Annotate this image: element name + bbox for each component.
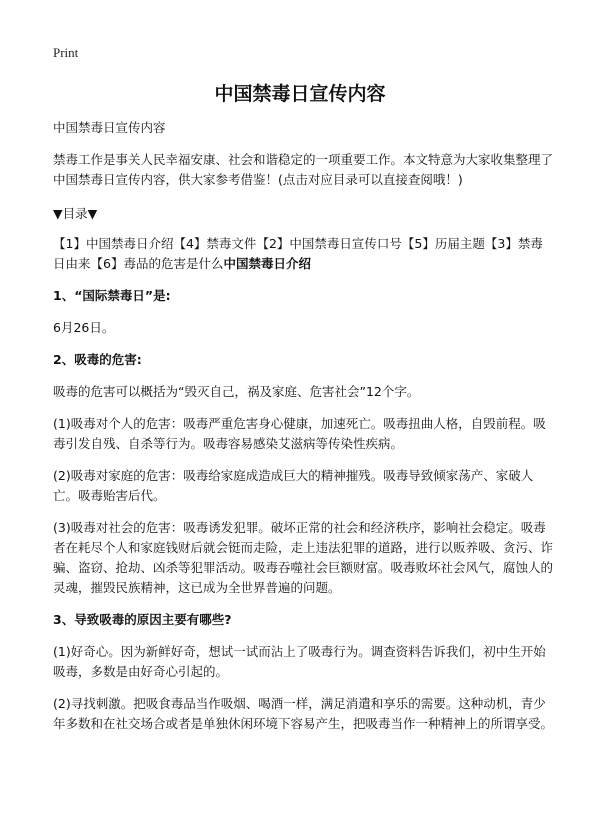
q3-paragraph-1: (1)好奇心。因为新鲜好奇，想试一试而沾上了吸毒行为。调查资料告诉我们，初中生开始吸毒，多数是由好奇心引起的。: [53, 644, 546, 679]
q1-heading: 1、“国际禁毒日”是:: [53, 288, 171, 303]
table-of-contents: [53, 234, 553, 274]
intro-paragraph: 禁毒工作是事关人民幸福安康、社会和谐稳定的一项重要工作。本文特意为大家收集整理了中国禁毒日宣传内容，供大家参考借鉴！(点击对应目录可以直接查阅哦！): [53, 152, 554, 187]
q3-paragraph-2: (2)寻找刺激。把吸食毒品当作吸烟、喝酒一样，满足消遣和享乐的需要。这种动机，青少年多数和在社交场合或者是单独休闲环境下容易产生，把吸毒当作一种精神上的所谓享受。: [53, 696, 554, 731]
q2-summary: 吸毒的危害可以概括为“毁灭自己，祸及家庭、危害社会”12个字。: [53, 384, 420, 399]
toc-link-6[interactable]: 【6】毒品的危害是什么: [90, 256, 224, 271]
document-title: 中国禁毒日宣传内容: [214, 83, 386, 105]
print-label: Print: [53, 45, 79, 60]
q2-paragraph-2: (2)吸毒对家庭的危害：吸毒给家庭成造成巨大的精神摧残。吸毒导致倾家荡产、家破人亡。吸毒贻害后代。: [53, 468, 534, 503]
q2-paragraph-3: (3)吸毒对社会的危害：吸毒诱发犯罪。破坏正常的社会和经济秩序，影响社会稳定。吸毒者在耗尽个人和家庭钱财后就会铤而走险，走上违法犯罪的道路，进行以贩养吸、贪污、诈骗、盗窃、抢劫、凶杀等犯罪活动。吸毒吞噬社会巨额财富。吸毒败坏社会风气，腐蚀人的灵魂，摧毁民族精神，这已成为全世界普遍的问题。: [53, 520, 554, 595]
subtitle: 中国禁毒日宣传内容: [53, 120, 166, 135]
toc-heading: ▼目录▼: [53, 206, 98, 221]
section-title-intro: 中国禁毒日介绍: [223, 256, 311, 271]
toc-link-5[interactable]: 【5】历届主题: [401, 236, 485, 251]
toc-link-4[interactable]: 【4】禁毒文件: [173, 236, 257, 251]
q1-answer: 6月26日。: [53, 320, 115, 335]
q2-paragraph-1: (1)吸毒对个人的危害：吸毒严重危害身心健康，加速死亡。吸毒扭曲人格，自毁前程。吸毒引发自残、自杀等行为。吸毒容易感染艾滋病等传染性疾病。: [53, 416, 546, 451]
toc-link-1[interactable]: 【1】中国禁毒日介绍: [53, 236, 174, 251]
q2-heading: 2、吸毒的危害:: [53, 352, 142, 367]
toc-link-2[interactable]: 【2】中国禁毒日宣传口号: [256, 236, 402, 251]
toc-link-3[interactable]: 【3】禁毒日由来: [53, 236, 543, 271]
document-body: [53, 118, 553, 746]
q3-heading: 3、导致吸毒的原因主要有哪些?: [53, 612, 232, 627]
